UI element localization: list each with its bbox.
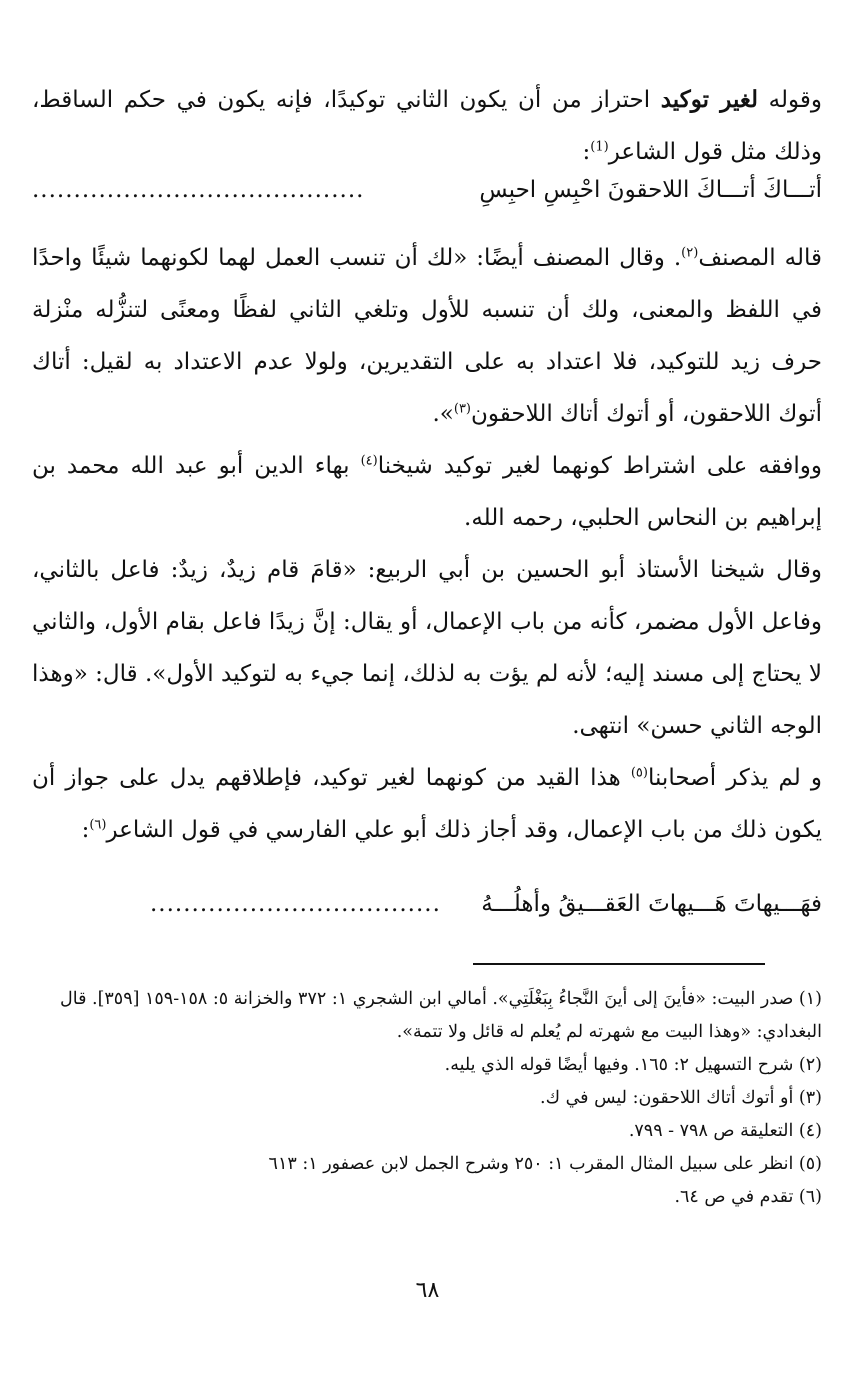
footnote-ref: (٦) <box>89 817 107 833</box>
footnote-1: (١) صدر البيت: «فأينَ إلى أينَ النَّجاءُ بِبَغْلَتِي». أمالي ابن الشجري ١: ٣٧٢ والخزانة ٥: ١٥٨-١٥٩ [٣٥٩]. قال البغدادي: «وهذا البيت مع شهرته لم يُعلم له قائل ولا تتمة». <box>60 989 822 1042</box>
footnote-5: (٥) انظر على سبيل المثال المقرب ١: ٢٥٠ وشرح الجمل لابن عصفور ١: ٦١٣ <box>268 1154 822 1174</box>
footnote-2: (٢) شرح التسهيل ٢: ١٦٥. وفيها أيضًا قوله الذي يليه. <box>444 1055 822 1075</box>
footnote-separator <box>473 963 765 965</box>
bold-term: لغير توكيد <box>660 86 759 113</box>
footnote-6: (٦) تقدم في ص ٦٤. <box>674 1187 822 1207</box>
paragraph-3: ووافقه على اشتراط كونهما لغير توكيد شيخنا$^{(٤)}$ بهاء الدين أبو عبد الله محمد بن إبراهيم بن النحاس الحلبي، رحمه الله. <box>32 453 822 531</box>
footnote-ref: (٢) <box>681 245 699 261</box>
footnote-ref: (٥) <box>630 765 648 781</box>
footnote-4: (٤) التعليقة ص ٧٩٨ - ٧٩٩. <box>628 1121 822 1141</box>
main-text-block-1 <box>32 74 822 178</box>
paragraph-2: قاله المصنف$^{(٢)}$. وقال المصنف أيضًا: «لك أن تنسب العمل لهما لكونهما شيئًا واحدًا في اللفظ والمعنى، ولك أن تنسبه للأول وتلغي الثاني لفظًا ومعنًى لتنزُّله منْزلة حرف زيد للتوكيد، فلا اعتداد به على التقديرين، ولولا عدم الاعتداد به لقيل: أتاك أتوك اللاحقون، أو أتوك أتاك اللاحقون$^{(٣)}$». <box>32 245 823 427</box>
footnote-ref: (1) <box>590 139 609 155</box>
verse-hemistich: أتـــاكَ أتـــاكَ اللاحقونَ احْبِسِ احبِسِ <box>479 177 822 203</box>
paragraph-4: وقال شيخنا الأستاذ أبو الحسين بن أبي الربيع: «قامَ قام زيدٌ، زيدٌ: فاعل بالثاني، وفاعل الأول مضمر، كأنه من باب الإعمال، أو يقال: إنَّ زيدًا فاعل بقام الأول، والثاني لا يحتاج إلى مسند إليه؛ لأنه لم يؤت به لذلك، إنما جيء به لتوكيد الأول». قال: «وهذا الوجه الثاني حسن» انتهى. <box>32 557 822 739</box>
paragraph-1: وقوله لغير توكيد احتراز من أن يكون الثاني توكيدًا، فإنه يكون في حكم الساقط، وذلك مثل قول الشاعر$^{(1)}$: <box>32 86 822 165</box>
footnote-3: (٣) أو أتوك أتاك اللاحقون: ليس في ك. <box>540 1088 822 1108</box>
footnote-ref: (٣) <box>453 401 471 417</box>
page-number: ٦٨ <box>415 1278 440 1303</box>
footnote-ref: (٤) <box>360 453 378 469</box>
verse-ellipsis: ........................................ <box>32 177 365 203</box>
verse-ellipsis: ................................... <box>150 891 441 917</box>
main-text-block-2 <box>32 232 822 856</box>
footnotes <box>32 983 822 1214</box>
paragraph-5: و لم يذكر أصحابنا$^{(٥)}$ هذا القيد من كونهما لغير توكيد، فإطلاقهم يدل على جواز أن يكون ذلك من باب الإعمال، وقد أجاز ذلك أبو علي الفارسي في قول الشاعر$^{(٦)}$: <box>32 765 823 843</box>
verse-hemistich: فهَـــيهاتَ هَـــيهاتَ العَقـــيقُ وأهلُـــهُ <box>481 891 822 917</box>
